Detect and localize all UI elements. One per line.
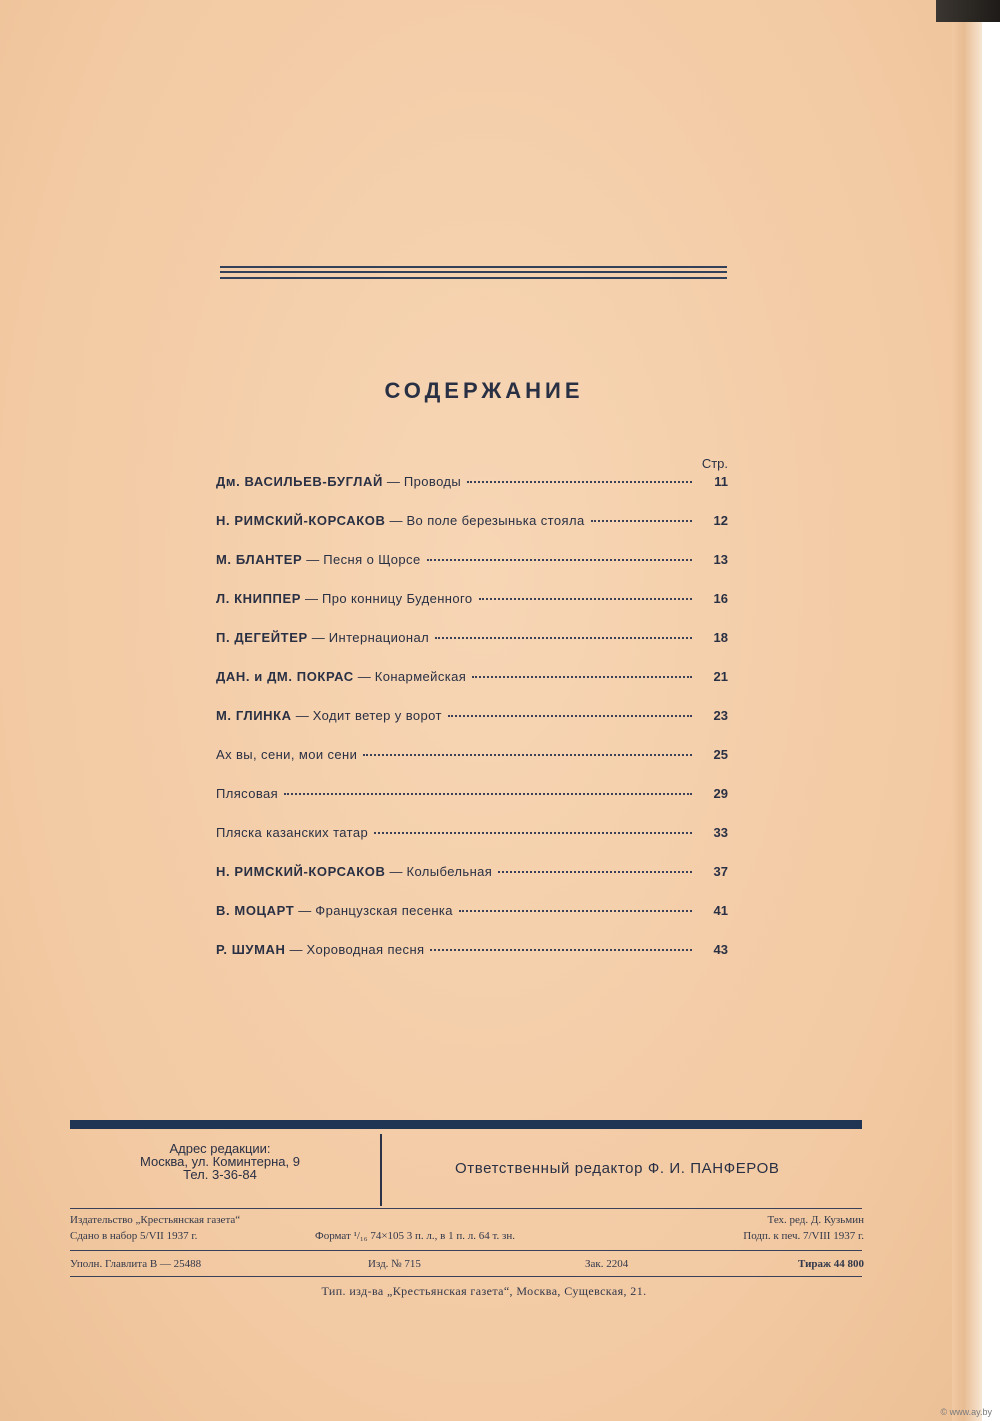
toc-dash: — (305, 591, 319, 606)
address-line: Москва, ул. Коминтерна, 9 (140, 1154, 300, 1169)
toc-entry (216, 786, 728, 825)
toc-page-number: 12 (713, 513, 728, 528)
toc-entry (216, 591, 728, 630)
toc-entry (216, 747, 728, 786)
glavlit-number: Уполн. Главлита В — 25488 (70, 1258, 202, 1270)
toc-leader-dots (430, 949, 692, 951)
table-of-contents (216, 474, 728, 981)
responsible-editor: Ответственный редактор Ф. И. ПАНФЕРОВ (455, 1160, 780, 1177)
toc-page-number: 18 (713, 630, 728, 645)
toc-dash: — (389, 513, 403, 528)
toc-piece-title: Хороводная песня (306, 942, 425, 957)
toc-leader-dots (467, 481, 692, 483)
toc-dash: — (389, 864, 403, 879)
toc-entry (216, 474, 728, 513)
toc-leader-dots (459, 910, 692, 912)
imprint-row-2 (70, 1230, 864, 1244)
toc-author: М. ГЛИНКА (216, 708, 292, 723)
toc-entry (216, 903, 728, 942)
toc-piece-title: Пляска казанских татар (216, 825, 369, 840)
toc-author: В. МОЦАРТ (216, 903, 295, 918)
signed-to-print: Подп. к печ. 7/VIII 1937 г. (743, 1230, 864, 1242)
toc-leader-dots (427, 559, 692, 561)
toc-dash: — (306, 552, 320, 567)
editorial-address (110, 1142, 330, 1181)
toc-piece-title: Колыбельная (406, 864, 493, 879)
toc-piece-title: Проводы (403, 474, 462, 489)
imprint-row-1 (70, 1214, 864, 1228)
tech-editor: Тех. ред. Д. Кузьмин (767, 1214, 864, 1226)
toc-page-number: 33 (713, 825, 728, 840)
toc-piece-title: Песня о Щорсе (323, 552, 421, 567)
toc-dash: — (357, 669, 371, 684)
toc-leader-dots (363, 754, 692, 756)
toc-author: Н. РИМСКИЙ-КОРСАКОВ (216, 864, 386, 879)
toc-entry (216, 513, 728, 552)
toc-leader-dots (435, 637, 692, 639)
toc-entry (216, 630, 728, 669)
toc-leader-dots (498, 871, 692, 873)
toc-piece-title: Про конницу Буденного (322, 591, 473, 606)
toc-dash: — (298, 903, 312, 918)
toc-author: П. ДЕГЕЙТЕР (216, 630, 308, 645)
toc-page-number: 25 (713, 747, 728, 762)
toc-entry (216, 708, 728, 747)
toc-author: Дм. ВАСИЛЬЕВ-БУГЛАЙ (216, 474, 383, 489)
toc-piece-title: Французская песенка (315, 903, 453, 918)
contents-title: СОДЕРЖАНИЕ (384, 378, 584, 403)
toc-dash: — (289, 942, 303, 957)
toc-dash: — (386, 474, 400, 489)
toc-page-number: 41 (713, 903, 728, 918)
page-edge (952, 0, 982, 1421)
page-column-label: Стр. (701, 456, 728, 471)
toc-entry (216, 552, 728, 591)
watermark: © www.ay.by (940, 1407, 992, 1417)
toc-entry (216, 864, 728, 903)
toc-leader-dots (448, 715, 692, 717)
toc-piece-title: Конармейская (374, 669, 467, 684)
address-line: Тел. 3-36-84 (183, 1167, 257, 1182)
toc-leader-dots (284, 793, 692, 795)
toc-author: Л. КНИППЕР (216, 591, 302, 606)
toc-piece-title: Интернационал (328, 630, 430, 645)
toc-dash: — (311, 630, 325, 645)
toc-page-number: 16 (713, 591, 728, 606)
toc-author: Р. ШУМАН (216, 942, 286, 957)
toc-page-number: 11 (714, 474, 728, 489)
toc-leader-dots (374, 832, 692, 834)
toc-page-number: 23 (713, 708, 728, 723)
publisher: Издательство „Крестьянская газета“ (70, 1214, 241, 1226)
footer-box (70, 1130, 862, 1209)
print-run: Тираж 44 800 (798, 1258, 864, 1270)
footer-thick-rule (70, 1120, 862, 1129)
toc-piece-title: Ах вы, сени, мои сени (216, 747, 358, 762)
toc-author: ДАН. и ДМ. ПОКРАС (216, 669, 354, 684)
toc-piece-title: Ходит ветер у ворот (312, 708, 442, 723)
toc-piece-title: Во поле березынька стояла (406, 513, 585, 528)
footer-divider (380, 1134, 382, 1206)
scan-corner-shadow (936, 0, 1000, 22)
toc-author: Н. РИМСКИЙ-КОРСАКОВ (216, 513, 386, 528)
toc-page-number: 43 (713, 942, 728, 957)
toc-page-number: 21 (713, 669, 728, 684)
toc-dash: — (295, 708, 309, 723)
edition-number: Изд. № 715 (368, 1258, 421, 1270)
address-line: Адрес редакции: (169, 1141, 271, 1156)
toc-entry (216, 669, 728, 708)
imprint-divider (70, 1276, 862, 1277)
imprint-divider (70, 1250, 862, 1251)
toc-entry (216, 942, 728, 981)
toc-entry (216, 825, 728, 864)
printer-line: Тип. изд-ва „Крестьянская газета“, Москва, Сущевская, 21. (321, 1284, 647, 1298)
toc-leader-dots (472, 676, 692, 678)
toc-piece-title: Плясовая (216, 786, 279, 801)
format: Формат ¹/₁₆ 74×105 3 п. л., в 1 п. л. 64 т. зн. (315, 1230, 515, 1242)
toc-leader-dots (479, 598, 692, 600)
order-number: Зак. 2204 (585, 1258, 629, 1270)
imprint-row-3 (70, 1258, 864, 1272)
toc-page-number: 13 (713, 552, 728, 567)
sent-to-set: Сдано в набор 5/VII 1937 г. (70, 1230, 198, 1242)
top-double-rule (220, 266, 727, 279)
toc-page-number: 37 (713, 864, 728, 879)
toc-author: М. БЛАНТЕР (216, 552, 303, 567)
toc-page-number: 29 (713, 786, 728, 801)
toc-leader-dots (591, 520, 692, 522)
